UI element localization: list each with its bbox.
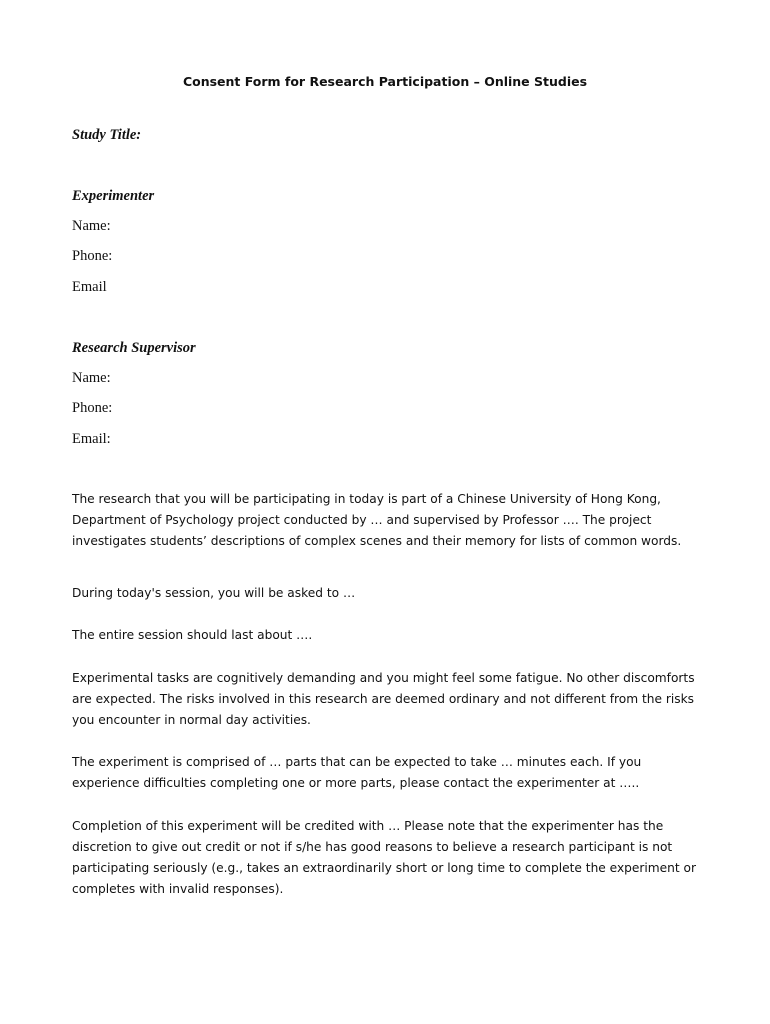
supervisor-phone-label: Phone: bbox=[72, 400, 113, 416]
supervisor-email-label: Email: bbox=[72, 431, 111, 447]
experimenter-name-label: Name: bbox=[72, 218, 111, 234]
document-title: Consent Form for Research Participation – Online Studies bbox=[182, 74, 588, 89]
experimenter-heading: Experimenter bbox=[72, 188, 155, 204]
duration-paragraph: The entire session should last about …. bbox=[72, 628, 313, 642]
session-paragraph: During today's session, you will be asked to … bbox=[72, 586, 356, 600]
parts-paragraph: The experiment is comprised of … parts that can be expected to take … minutes each. If you experience difficulties completing one or more parts, please contact the experimenter at ….. bbox=[72, 755, 642, 790]
study-title-label: Study Title: bbox=[72, 127, 142, 143]
risks-paragraph: Experimental tasks are cognitively demanding and you might feel some fatigue. No other discomforts are expected. The risks involved in this research are deemed ordinary and not different from the risks you encounter in normal day activities. bbox=[72, 671, 695, 727]
intro-paragraph: The research that you will be participating in today is part of a Chinese University of Hong Kong, Department of Psychology project conducted by … and supervised by Professor …. The project investigates students’ descriptions of complex scenes and their memory for lists of common words. bbox=[72, 492, 682, 548]
experimenter-phone-label: Phone: bbox=[72, 248, 113, 264]
supervisor-heading: Research Supervisor bbox=[72, 340, 196, 356]
supervisor-name-label: Name: bbox=[72, 370, 111, 386]
experimenter-email-label: Email bbox=[72, 279, 107, 295]
credit-paragraph: Completion of this experiment will be credited with … Please note that the experimenter has the discretion to give out credit or not if s/he has good reasons to believe a research participant is not participating seriously (e.g., takes an extraordinarily short or long time to complete the experiment or completes with invalid responses). bbox=[72, 819, 697, 896]
